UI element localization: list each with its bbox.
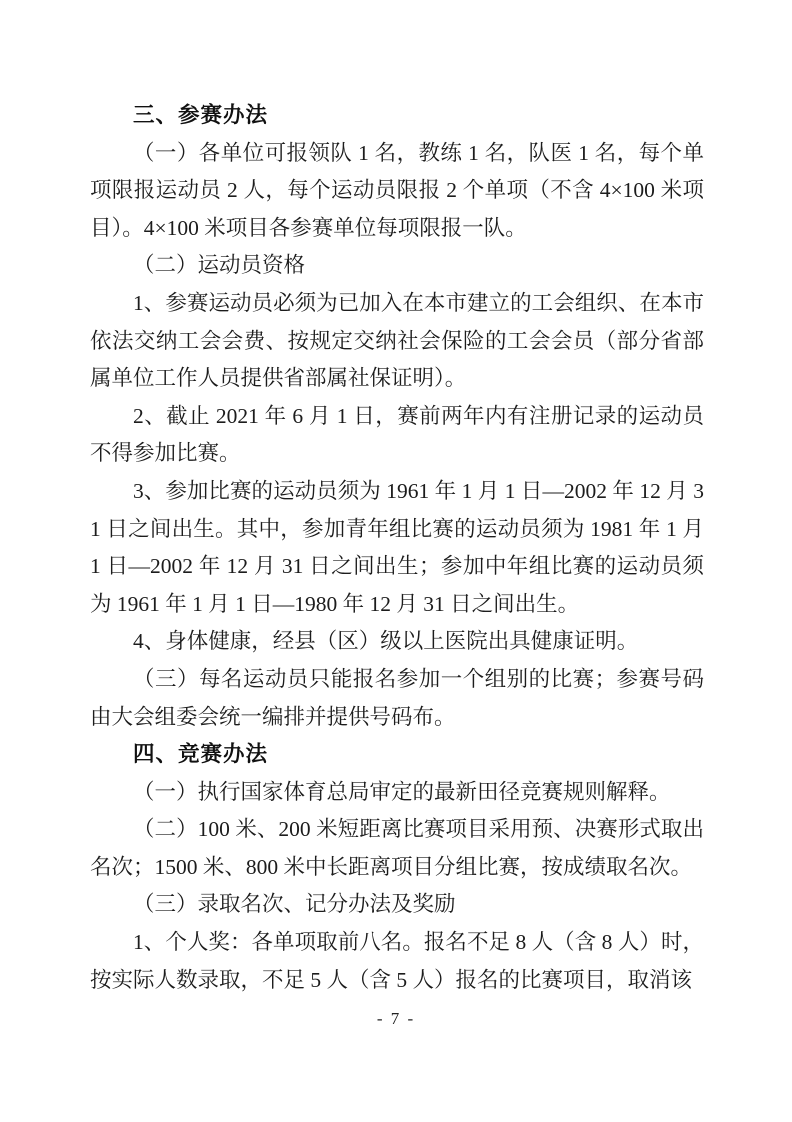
- paragraph: （二）运动员资格: [133, 253, 306, 278]
- paragraph: 1、参赛运动员必须为已加入在本市建立的工会组织、在本市依法交纳工会会费、按规定交纳社会保险的工会会员（部分省部属单位工作人员提供省部属社保证明）。: [90, 290, 704, 391]
- paragraph: （三）录取名次、记分办法及奖励: [133, 892, 456, 917]
- paragraph: 3、参加比赛的运动员须为 1961 年 1 月 1 日—2002 年 12 月 31 日之间出生。其中，参加青年组比赛的运动员须为 1981 年 1 月 1 日—2002 年 12 月 31 日之间出生；参加中年组比赛的运动员须为 1961 年 1 月 1 日—1980 年 12 月 31 日之间出生。: [90, 478, 704, 616]
- page-number: - 7 -: [376, 1009, 416, 1028]
- paragraph: （二）100 米、200 米短距离比赛项目采用预、决赛形式取出名次；1500 米、800 米中长距离项目分组比赛，按成绩取名次。: [90, 817, 704, 879]
- paragraph: 1、个人奖：各单项取前八名。报名不足 8 人（含 8 人）时，按实际人数录取，不足 5 人（含 5 人）报名的比赛项目，取消该: [90, 930, 704, 992]
- section-heading-participation: 三、参赛办法: [133, 103, 269, 127]
- section-heading-competition: 四、竞赛办法: [133, 742, 269, 767]
- paragraph: 2、截止 2021 年 6 月 1 日，赛前两年内有注册记录的运动员不得参加比赛。: [90, 403, 704, 466]
- document-body: [90, 97, 704, 999]
- paragraph: （一）执行国家体育总局审定的最新田径竞赛规则解释。: [133, 779, 671, 804]
- paragraph: （三）每名运动员只能报名参加一个组别的比赛；参赛号码由大会组委会统一编排并提供号码布。: [90, 666, 704, 729]
- paragraph: （一）各单位可报领队 1 名，教练 1 名，队医 1 名，每个单项限报运动员 2 人，每个运动员限报 2 个单项（不含 4×100 米项目）。4×100 米项目各参赛单位每项限报一队。: [90, 140, 704, 240]
- paragraph: 4、身体健康，经县（区）级以上医院出具健康证明。: [133, 629, 639, 654]
